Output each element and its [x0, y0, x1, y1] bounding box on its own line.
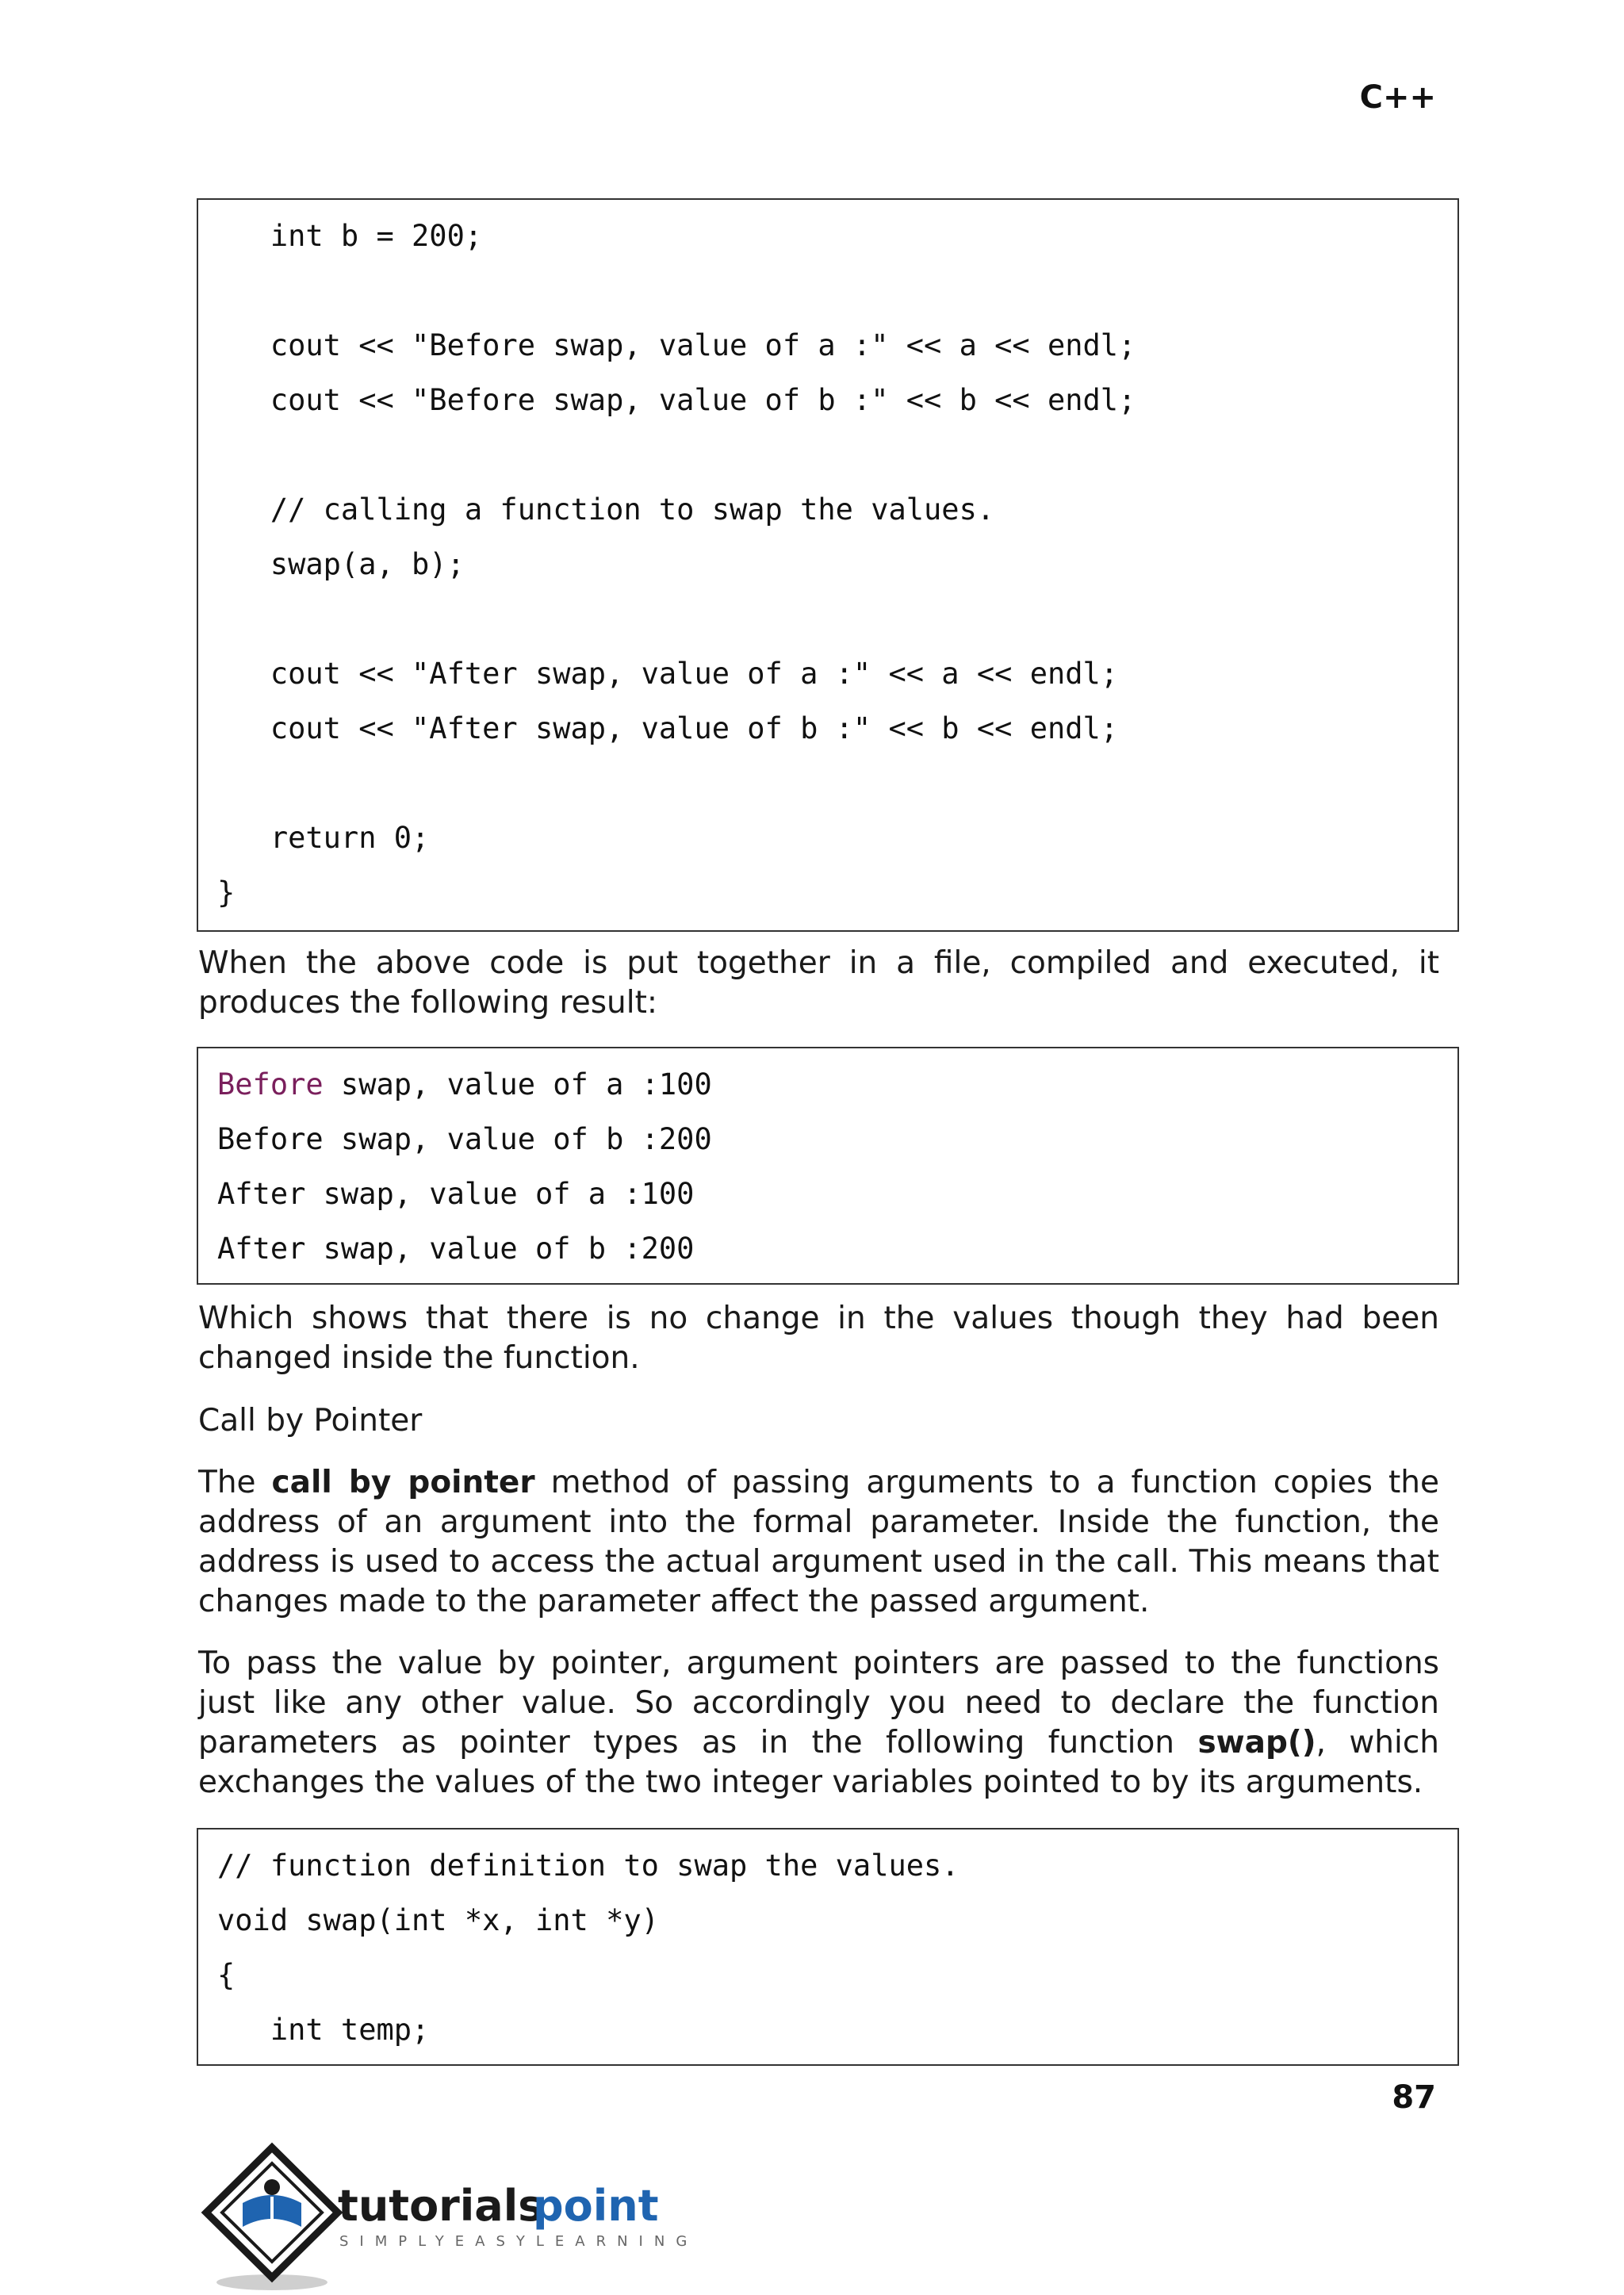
text-suffix: method of passing arguments to a function copies the address of an argument into the formal parameter. Inside the function, the address is used to access the actual argument used in the call. This means that changes made to the parameter affect the passed argument. [198, 1465, 1439, 1619]
output-keyword: Before [217, 1067, 324, 1102]
paragraph-no-change: Which shows that there is no change in the values though they had been changed inside the function. [198, 1301, 1439, 1376]
text-suffix: , which exchanges the values of the two integer variables pointed to by its arguments. [198, 1725, 1439, 1800]
code-block-swap-definition [197, 1828, 1459, 2066]
output-line: Before swap, value of b :200 [217, 1122, 712, 1156]
output-line: After swap, value of a :100 [217, 1177, 695, 1211]
code-line: cout << "After swap, value of a :" << a << endl; [217, 657, 1119, 691]
code-line: cout << "After swap, value of b :" << b << endl; [217, 711, 1119, 745]
code-line: { [217, 1958, 236, 1992]
code-line: cout << "Before swap, value of b :" << b << endl; [217, 383, 1136, 417]
code-line: swap(a, b); [217, 547, 465, 581]
logo-wordmark-accent: point [533, 2181, 659, 2231]
text-prefix: To pass the value by pointer, argument pointers are passed to the functions just like any other value. So accordingly you need to declare the function parameters as pointer types as in the following function [198, 1646, 1439, 1761]
output-line [217, 1067, 712, 1102]
output-line: After swap, value of b :200 [217, 1232, 695, 1266]
output-line-rest: swap, value of a :100 [323, 1067, 712, 1102]
page-header-title: C++ [1359, 79, 1436, 116]
code-line: // calling a function to swap the values. [217, 492, 995, 527]
paragraph-call-by-pointer [198, 1463, 1439, 1622]
logo-graphic [197, 2141, 688, 2292]
code-block-main-continued [197, 198, 1459, 932]
code-line: // function definition to swap the values. [217, 1849, 959, 1883]
term-call-by-pointer: call by pointer [271, 1465, 535, 1500]
logo-wordmark-main: tutorials [338, 2181, 544, 2231]
paragraph-result-intro: When the above code is put together in a file, compiled and executed, it produces the following result: [198, 945, 1439, 1021]
code-line: return 0; [217, 821, 430, 855]
code-line: cout << "Before swap, value of a :" << a << endl; [217, 328, 1136, 362]
code-line: void swap(int *x, int *y) [217, 1903, 659, 1937]
code-line: int temp; [217, 2013, 430, 2047]
text-prefix: The [198, 1465, 272, 1500]
section-heading: Call by Pointer [198, 1403, 423, 1439]
tutorialspoint-logo [197, 2141, 688, 2292]
code-line: int b = 200; [217, 219, 483, 253]
code-line: } [217, 875, 236, 910]
logo-tagline: SIMPLYEASYLEARNING [339, 2233, 688, 2250]
output-block [197, 1047, 1459, 1285]
page-number: 87 [1392, 2079, 1436, 2116]
paragraph-pass-by-pointer [198, 1644, 1439, 1803]
term-swap-function: swap() [1197, 1725, 1316, 1761]
